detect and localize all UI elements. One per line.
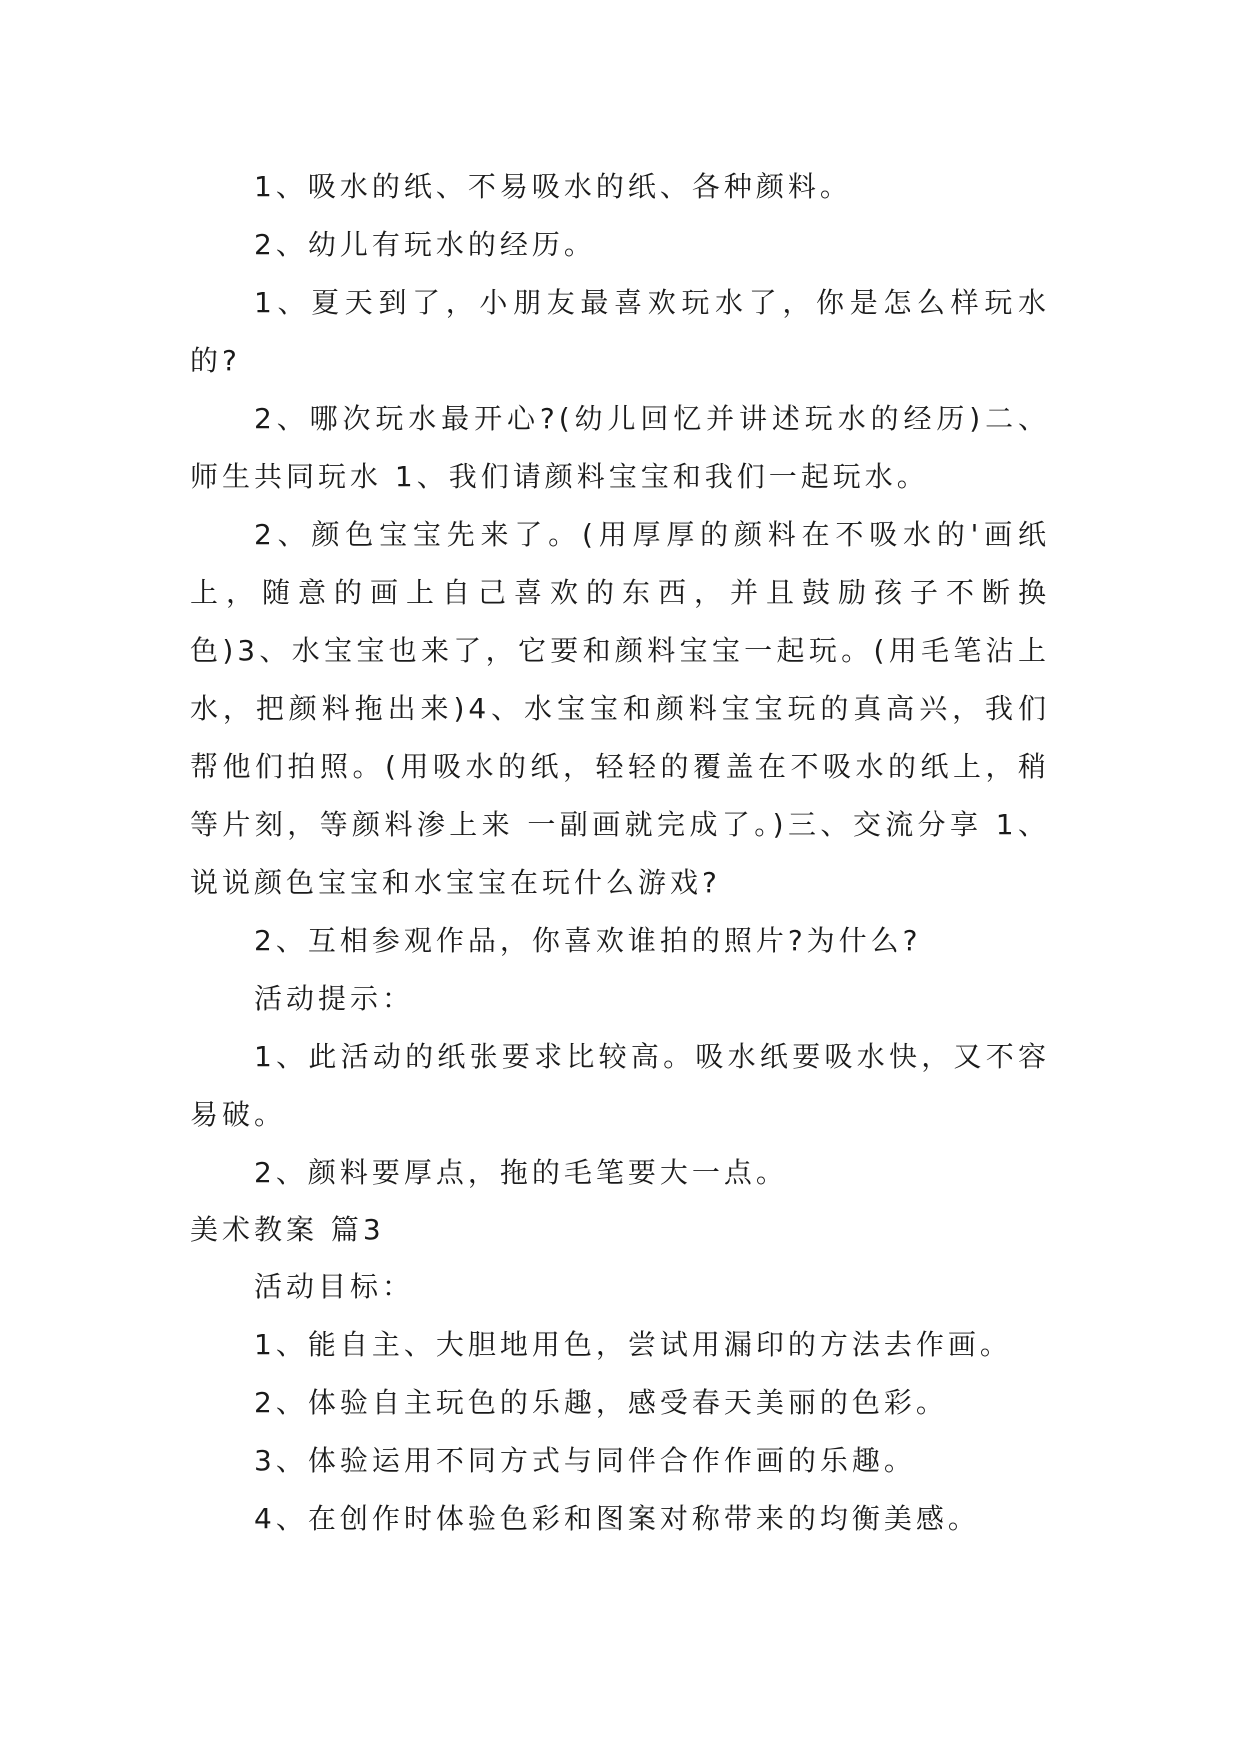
paragraph-share-works: 2、互相参观作品，你喜欢谁拍的照片?为什么? — [254, 924, 922, 957]
section-title: 美术教案 篇3 — [190, 1213, 385, 1246]
document-body — [190, 158, 1050, 1548]
paragraph-goal-3: 3、体验运用不同方式与同伴合作作画的乐趣。 — [254, 1444, 916, 1477]
paragraph-goals-heading: 活动目标： — [254, 1270, 415, 1303]
paragraph-goal-2: 2、体验自主玩色的乐趣，感受春天美丽的色彩。 — [254, 1386, 948, 1419]
paragraph-activity-steps: 2、颜色宝宝先来了。(用厚厚的颜料在不吸水的'画纸上，随意的画上自己喜欢的东西，并且鼓励孩子不断换色)3、水宝宝也来了，它要和颜料宝宝一起玩。(用毛笔沾上水，把颜料拖出来)4、水宝宝和颜料宝宝玩的真高兴，我们帮他们拍照。(用吸水的纸，轻轻的覆盖在不吸水的纸上，稍等片刻，等颜料渗上来 一副画就完成了。)三、交流分享 1、说说颜色宝宝和水宝宝在玩什么游戏? — [190, 518, 1050, 899]
paragraph-tip-paper: 1、此活动的纸张要求比较高。吸水纸要吸水快，又不容易破。 — [190, 1040, 1050, 1131]
paragraph-experience: 2、幼儿有玩水的经历。 — [254, 228, 596, 261]
paragraph-summer-question: 1、夏天到了，小朋友最喜欢玩水了，你是怎么样玩水的? — [190, 286, 1050, 377]
paragraph-goal-4: 4、在创作时体验色彩和图案对称带来的均衡美感。 — [254, 1502, 980, 1535]
paragraph-tips-heading: 活动提示： — [254, 982, 415, 1015]
paragraph-tip-paint: 2、颜料要厚点，拖的毛笔要大一点。 — [254, 1156, 788, 1189]
paragraph-materials: 1、吸水的纸、不易吸水的纸、各种颜料。 — [254, 170, 852, 203]
paragraph-goal-1: 1、能自主、大胆地用色，尝试用漏印的方法去作画。 — [254, 1328, 1012, 1361]
paragraph-happiest-time: 2、哪次玩水最开心?(幼儿回忆并讲述玩水的经历)二、师生共同玩水 1、我们请颜料宝宝和我们一起玩水。 — [190, 402, 1050, 493]
